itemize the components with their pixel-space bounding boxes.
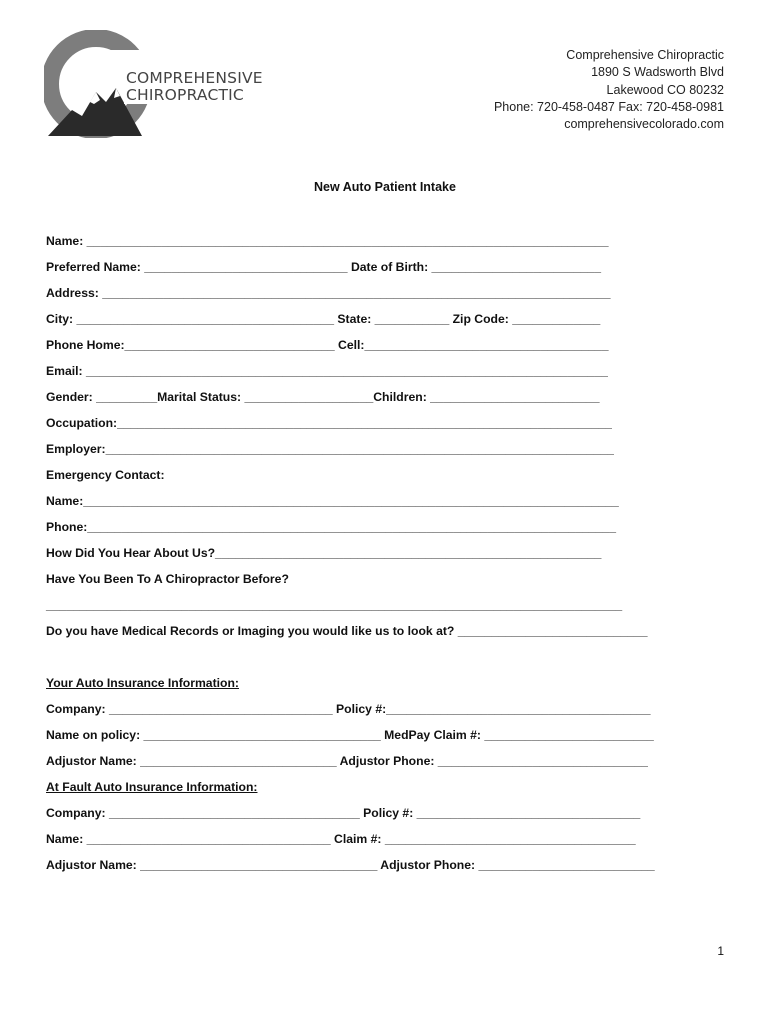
address-field[interactable]: Address: ___________________________________________________________________________	[46, 286, 611, 300]
referral-source-field[interactable]: How Did You Hear About Us?_________________________________________________________	[46, 546, 602, 560]
auto-insurance-heading: Your Auto Insurance Information:	[46, 676, 239, 690]
clinic-name: Comprehensive Chiropractic	[566, 48, 724, 62]
prior-chiropractor-answer-field[interactable]: _____________________________________________________________________________________	[46, 598, 623, 612]
clinic-website: comprehensivecolorado.com	[564, 117, 724, 132]
name-on-policy-medpay-field[interactable]: Name on policy: ___________________________________ MedPay Claim #: _________________________	[46, 728, 654, 742]
emergency-phone-field[interactable]: Phone:______________________________________________________________________________	[46, 520, 616, 534]
emergency-contact-label: Emergency Contact:	[46, 468, 165, 482]
medical-records-field[interactable]: Do you have Medical Records or Imaging you would like us to look at? ____________________________	[46, 624, 648, 638]
occupation-field[interactable]: Occupation:_________________________________________________________________________	[46, 416, 612, 430]
clinic-city: Lakewood CO 80232	[606, 82, 724, 97]
gender-marital-children-field[interactable]: Gender: _________Marital Status: ___________________Children: _________________________	[46, 390, 600, 404]
city-state-zip-field[interactable]: City: ______________________________________ State: ___________ Zip Code: _____________	[46, 312, 601, 326]
fault-name-claim-field[interactable]: Name: ____________________________________ Claim #: _____________________________________	[46, 832, 636, 846]
clinic-logo	[44, 30, 264, 138]
intake-form	[46, 232, 686, 882]
fault-company-policy-field[interactable]: Company: _____________________________________ Policy #: _________________________________	[46, 806, 641, 820]
company-policy-field[interactable]: Company: _________________________________ Policy #:_______________________________________	[46, 702, 651, 716]
name-field[interactable]: Name: _____________________________________________________________________________	[46, 234, 609, 248]
form-title: New Auto Patient Intake	[314, 180, 456, 194]
clinic-address-block	[494, 47, 724, 133]
prior-chiropractor-question: Have You Been To A Chiropractor Before?	[46, 572, 289, 586]
page-number: 1	[717, 944, 724, 958]
clinic-phone-fax: Phone: 720-458-0487 Fax: 720-458-0981	[493, 99, 724, 114]
clinic-street: 1890 S Wadsworth Blvd	[591, 65, 724, 80]
employer-field[interactable]: Employer:___________________________________________________________________________	[46, 442, 614, 456]
phone-field[interactable]: Phone Home:_______________________________ Cell:____________________________________	[46, 338, 609, 352]
emergency-name-field[interactable]: Name:_______________________________________________________________________________	[46, 494, 619, 508]
logo-line-1: COMPREHENSIVE	[126, 69, 263, 87]
preferred-name-dob-field[interactable]: Preferred Name: ______________________________ Date of Birth: _________________________	[46, 260, 601, 274]
fault-adjustor-field[interactable]: Adjustor Name: ___________________________________ Adjustor Phone: __________________________	[46, 858, 655, 872]
logo-line-2: CHIROPRACTIC	[124, 87, 263, 104]
logo-wordmark	[124, 70, 263, 104]
spacer	[46, 648, 686, 674]
adjustor-field[interactable]: Adjustor Name: _____________________________ Adjustor Phone: _______________________________	[46, 754, 648, 768]
email-field[interactable]: Email: _____________________________________________________________________________	[46, 364, 608, 378]
at-fault-insurance-heading: At Fault Auto Insurance Information:	[46, 780, 258, 794]
